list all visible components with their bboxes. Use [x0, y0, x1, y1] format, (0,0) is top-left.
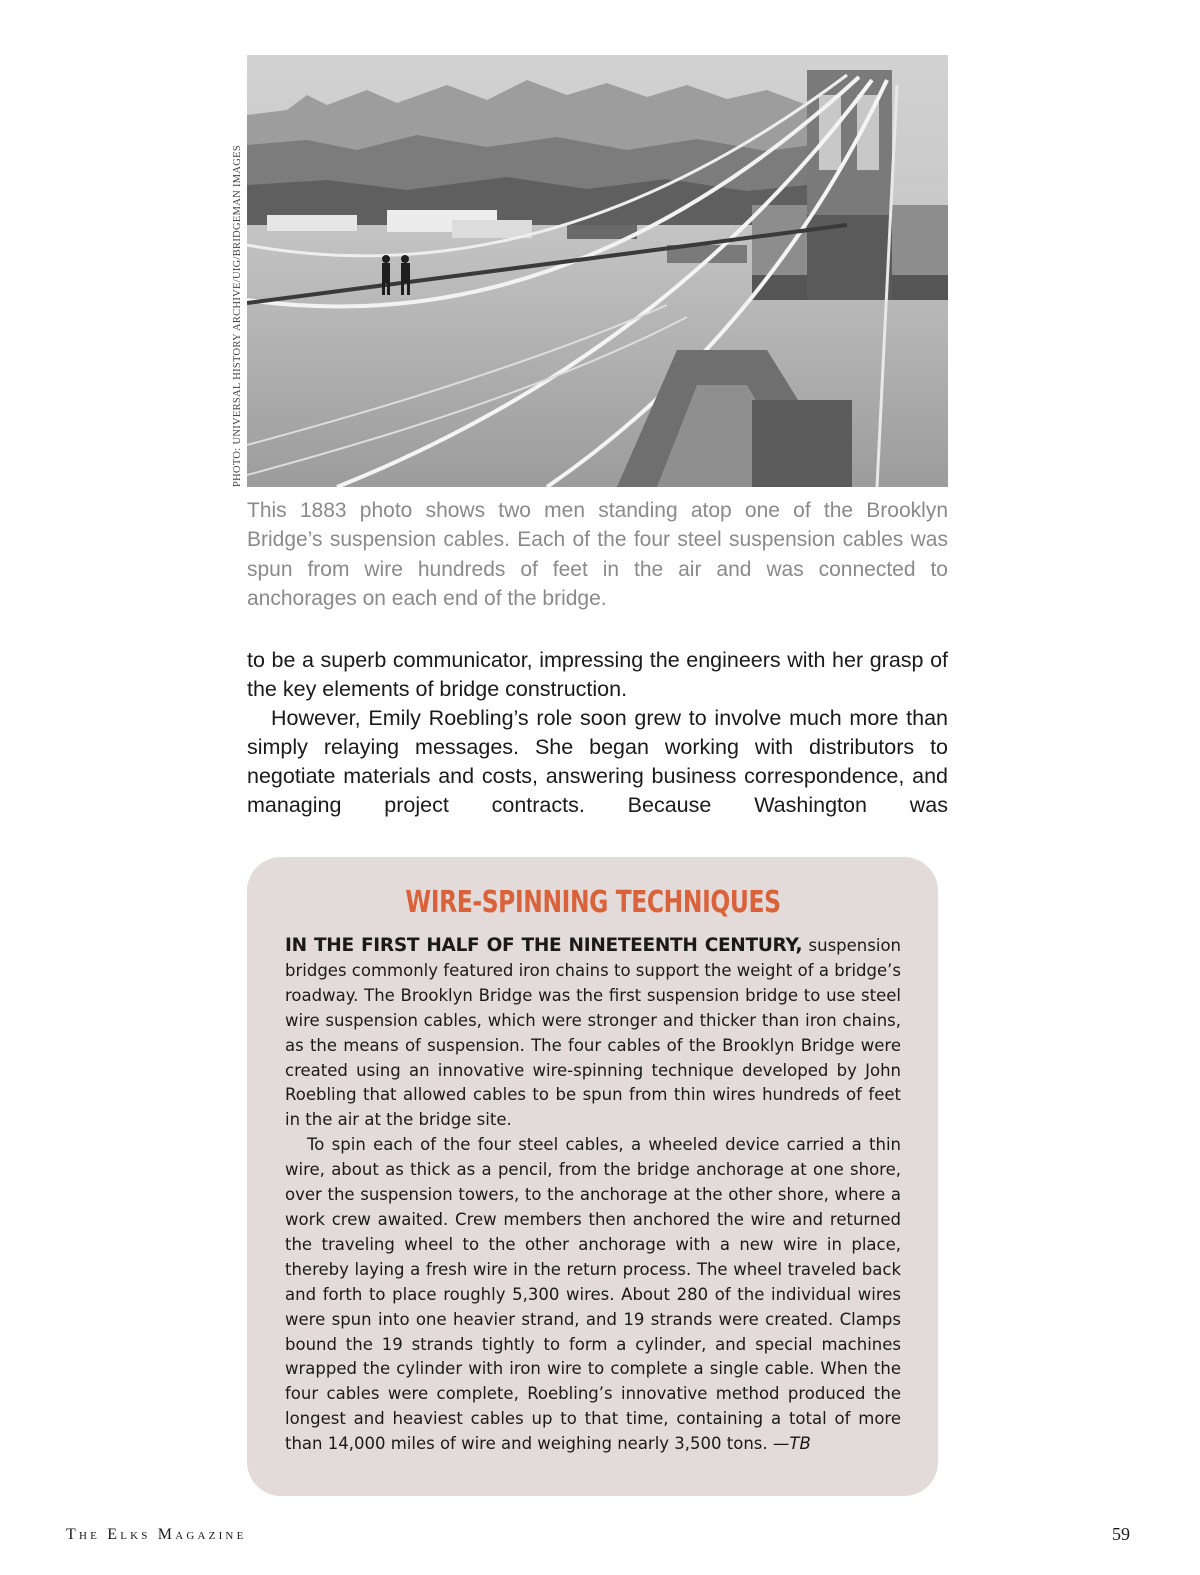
sidebar-paragraph — [285, 934, 901, 1133]
photo-credit: PHOTO: UNIVERSAL HISTORY ARCHIVE/UIG/BRIDGEMAN IMAGES — [232, 145, 243, 487]
article-body — [247, 646, 948, 820]
sidebar-paragraph — [285, 1133, 901, 1457]
photo-caption: This 1883 photo shows two men standing atop one of the Brooklyn Bridge’s suspension cables. Each of the four steel suspension cables was spun from wire hundreds of feet in the air and was connected to anchorages on each end of the bridge. — [247, 499, 948, 610]
sidebar-paragraph-text: To spin each of the four steel cables, a wheeled device carried a thin wire, about as thick as a pencil, from the bridge anchorage at one shore, over the suspension towers, to the anchorage at the other shore, where a work crew awaited. Crew members then anchored the wire and returned the traveling wheel to the other anchorage with a new wire in place, thereby laying a fresh wire in the return process. The wheel traveled back and forth to place roughly 5,300 wires. About 280 of the individual wires were spun into one heavier strand, and 19 strands were created. Clamps bound the 19 strands tightly to form a cylinder, and special machines wrapped the cylinder with iron wire to complete a single cable. When the four cables were complete, Roebling’s innovative method produced the longest and heaviest cables up to that time, containing a total of more than 14,000 miles of wire and weighing nearly 3,500 tons. — [285, 1135, 901, 1454]
sidebar-box — [247, 857, 938, 1496]
sidebar-lead-in: IN THE FIRST HALF OF THE NINETEENTH CENTURY, — [285, 935, 803, 956]
article-paragraph: to be a superb communicator, impressing the engineers with her grasp of the key elements of bridge construction. — [247, 648, 948, 701]
sidebar-body — [285, 934, 901, 1457]
article-paragraph: However, Emily Roebling’s role soon grew to involve much more than simply relaying messages. She began working with distributors to negotiate materials and costs, answering business correspondence, and managing project contracts. Because Washington was — [247, 706, 948, 817]
sidebar-paragraph-text: suspension bridges commonly featured iron chains to support the weight of a bridge’s roadway. The Brooklyn Bridge was the first suspension bridge to use steel wire suspension cables, which were stronger and thicker than iron chains, as the means of suspension. The four cables of the Brooklyn Bridge were created using an innovative wire-spinning technique developed by John Roebling that allowed cables to be spun from thin wires hundreds of feet in the air at the bridge site. — [285, 936, 901, 1130]
page-number: 59 — [1112, 1524, 1130, 1544]
author-signoff: —TB — [772, 1434, 811, 1454]
bridge-photo-illustration — [247, 55, 948, 487]
bridge-photo — [247, 55, 948, 487]
sidebar-title: WIRE-SPINNING TECHNIQUES — [405, 885, 781, 920]
magazine-name: The Elks Magazine — [66, 1526, 247, 1543]
